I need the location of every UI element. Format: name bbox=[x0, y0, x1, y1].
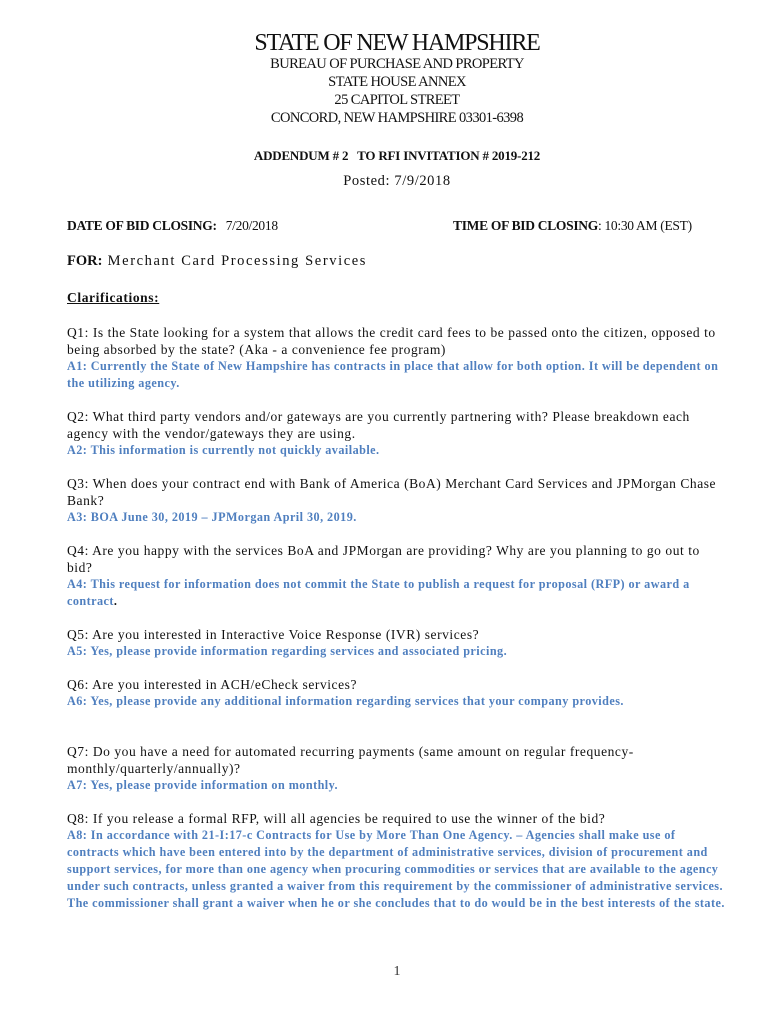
city-line: CONCORD, NEW HAMPSHIRE 03301-6398 bbox=[270, 110, 524, 126]
question-4: Q4: Are you happy with the services BoA and JPMorgan are providing? Why are you planning to go out to bid? bbox=[67, 543, 700, 575]
clarifications-heading: Clarifications: bbox=[67, 290, 160, 305]
answer-4-period: . bbox=[113, 594, 118, 608]
date-closing-label: DATE OF BID CLOSING: bbox=[67, 218, 217, 233]
qa-item-7 bbox=[67, 743, 727, 794]
qa-item-6 bbox=[67, 676, 727, 710]
addendum-title: ADDENDUM # 2 TO RFI INVITATION # 2019-212 bbox=[253, 148, 541, 163]
bid-closing-row bbox=[67, 218, 727, 234]
time-closing-group bbox=[453, 218, 692, 234]
question-6: Q6: Are you interested in ACH/eCheck services? bbox=[67, 677, 357, 692]
answer-1: A1: Currently the State of New Hampshire has contracts in place that allow for both option. It will be dependent on the utilizing agency. bbox=[67, 359, 719, 390]
qa-item-3 bbox=[67, 475, 727, 526]
for-value: Merchant Card Processing Services bbox=[107, 253, 368, 269]
qa-item-5 bbox=[67, 626, 727, 660]
street-line: 25 CAPITOL STREET bbox=[334, 92, 460, 108]
answer-6: A6: Yes, please provide any additional information regarding services that your company provides. bbox=[67, 694, 624, 708]
qa-item-4 bbox=[67, 542, 727, 610]
answer-2: A2: This information is currently not quickly available. bbox=[67, 443, 380, 457]
question-3: Q3: When does your contract end with Bank of America (BoA) Merchant Card Services and JPMorgan Chase Bank? bbox=[67, 476, 717, 508]
answer-8: A8: In accordance with 21-I:17-c Contracts for Use by More Than One Agency. – Agencies shall make use of contracts which have been entered into by the department of administrative services, division of procurement and support services, for more than one agency when procuring commodities or services that are available to the agency under such contracts, unless granted a waiver from this requirement by the commissioner of administrative services. The commissioner shall grant a waiver when he or she concludes that to do would be in the best interests of the state. bbox=[67, 828, 725, 910]
page-number: 1 bbox=[393, 964, 401, 979]
answer-4 bbox=[67, 576, 727, 610]
question-8: Q8: If you release a formal RFP, will all agencies be required to use the winner of the bid? bbox=[67, 811, 606, 826]
question-5: Q5: Are you interested in Interactive Voice Response (IVR) services? bbox=[67, 627, 480, 642]
question-2: Q2: What third party vendors and/or gateways are you currently partnering with? Please breakdown each agency with the vendor/gateways they are using. bbox=[67, 409, 690, 441]
posted-date: Posted: 7/9/2018 bbox=[343, 173, 451, 189]
qa-item-2 bbox=[67, 408, 727, 459]
qa-item-8 bbox=[67, 810, 727, 912]
for-line bbox=[67, 253, 727, 270]
building-line: STATE HOUSE ANNEX bbox=[328, 74, 466, 90]
for-label: FOR: bbox=[67, 253, 103, 269]
answer-7: A7: Yes, please provide information on monthly. bbox=[67, 778, 339, 792]
time-closing-value: : 10:30 AM (EST) bbox=[597, 218, 692, 233]
question-7: Q7: Do you have a need for automated recurring payments (same amount on regular frequency-monthly/quarterly/annually)? bbox=[67, 744, 634, 776]
time-closing-label: TIME OF BID CLOSING bbox=[453, 218, 598, 233]
qa-item-1 bbox=[67, 324, 727, 392]
question-1: Q1: Is the State looking for a system that allows the credit card fees to be passed onto the citizen, opposed to being absorbed by the state? (Aka - a convenience fee program) bbox=[67, 325, 716, 357]
answer-4-text: A4: This request for information does not commit the State to publish a request for proposal (RFP) or award a contract bbox=[67, 577, 690, 608]
state-title: STATE OF NEW HAMPSHIRE bbox=[254, 30, 540, 56]
date-closing-value: 7/20/2018 bbox=[225, 218, 278, 233]
answer-3: A3: BOA June 30, 2019 – JPMorgan April 30, 2019. bbox=[67, 510, 357, 524]
answer-5: A5: Yes, please provide information regarding services and associated pricing. bbox=[67, 644, 508, 658]
bureau-line: BUREAU OF PURCHASE AND PROPERTY bbox=[270, 56, 524, 72]
